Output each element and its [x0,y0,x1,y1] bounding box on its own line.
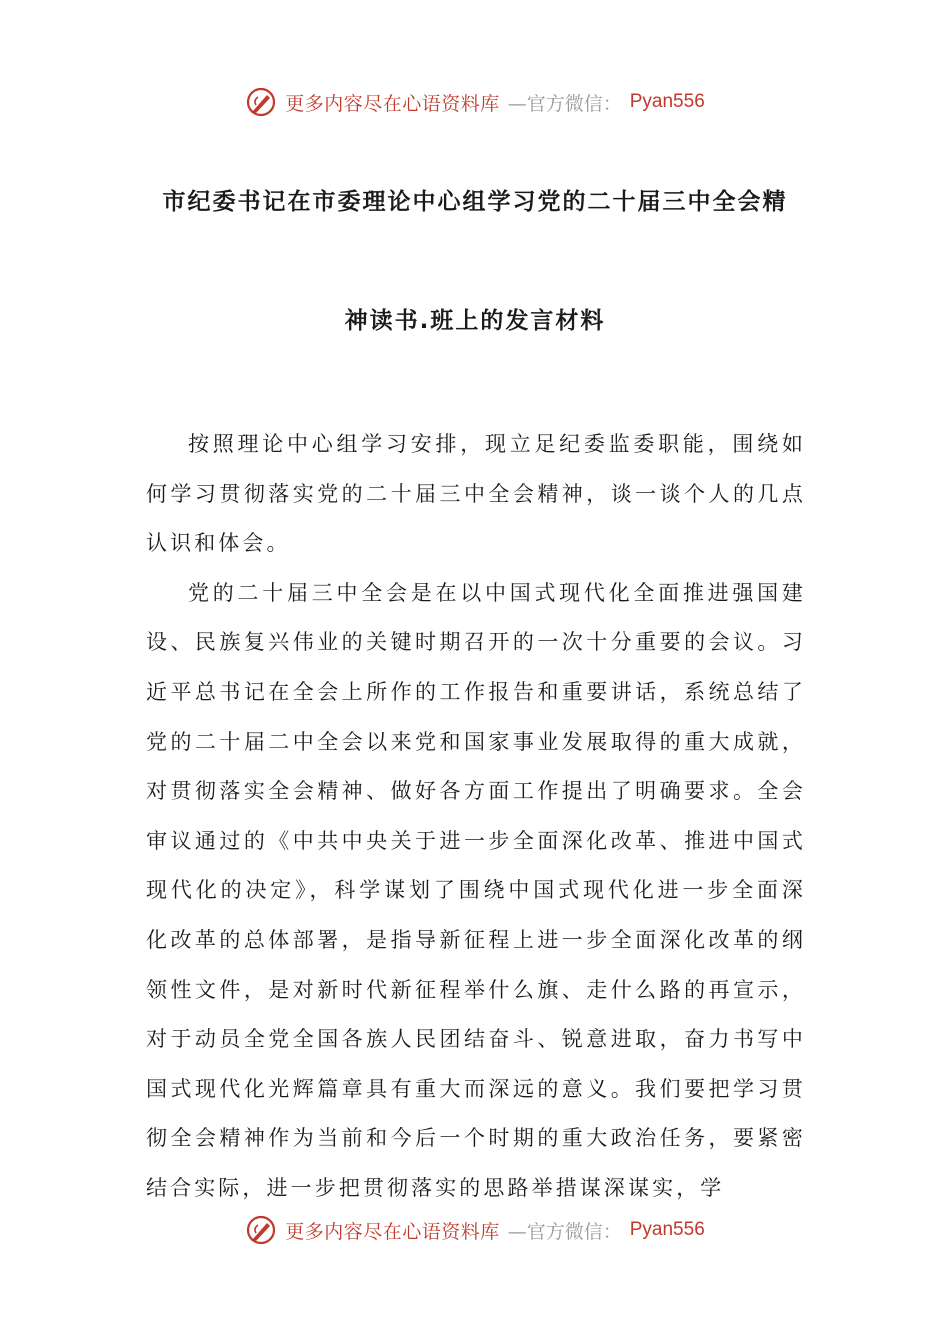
document-body [146,420,806,1214]
watermark-separator: —官方微信： [507,92,622,115]
header-watermark [0,82,950,122]
paragraph-1: 按照理论中心组学习安排，现立足纪委监委职能，围绕如何学习贯彻落实党的二十届三中全会精神，谈一谈个人的几点认识和体会。 [146,432,806,556]
paragraph-2: 党的二十届三中全会是在以中国式现代化全面推进强国建设、民族复兴伟业的关键时期召开的一次十分重要的会议。习近平总书记在全会上所作的工作报告和重要讲话，系统总结了党的二十届二中全会以来党和国家事业发展取得的重大成就，对贯彻落实全会精神、做好各方面工作提出了明确要求。全会审议通过的《中共中央关于进一步全面深化改革、推进中国式现代化的决定》，科学谋划了围绕中国式现代化进一步全面深化改革的总体部署，是指导新征程上进一步全面深化改革的纲领性文件，是对新时代新征程举什么旗、走什么路的再宣示，对于动员全党全国各族人民团结奋斗、锐意进取，奋力书写中国式现代化光辉篇章具有重大而深远的意义。我们要把学习贯彻全会精神作为当前和今后一个时期的重大政治任务，要紧密结合实际，进一步把贯彻落实的思路举措谋深谋实，学 [146,580,806,1200]
pen-logo-icon [245,86,277,118]
footer-watermark [0,1210,950,1250]
watermark-wechat-id: Pyan556 [629,1219,705,1240]
watermark-separator: —官方微信： [507,1220,622,1243]
document-title-line-1: 市纪委书记在市委理论中心组学习党的二十届三中全会精 [162,189,788,215]
watermark-text: 更多内容尽在心语资料库 [285,1220,500,1243]
pen-logo-icon [245,1214,277,1246]
watermark-text: 更多内容尽在心语资料库 [285,92,500,115]
document-title-line-2: 神读书.班上的发言材料 [344,308,606,334]
watermark-wechat-id: Pyan556 [629,91,705,112]
